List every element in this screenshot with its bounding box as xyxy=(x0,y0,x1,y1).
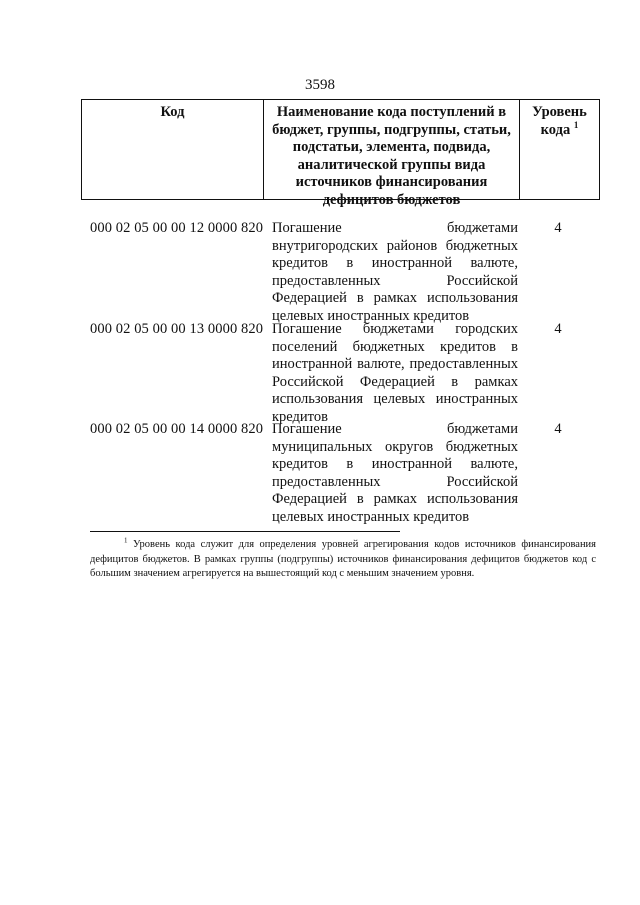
footnote-divider xyxy=(90,531,400,532)
page-number: 3598 xyxy=(305,77,335,93)
row-name: Погашение бюджетами городских поселений бюджетных кредитов в иностранной валюте, предоставленных Российской Федерацией в рамках использования целевых иностранных кредитов xyxy=(272,321,518,425)
row-level: 4 xyxy=(554,321,562,337)
row-code: 000 02 05 00 00 14 0000 820 xyxy=(90,421,264,437)
row-name: Погашение бюджетами муниципальных округов бюджетных кредитов в иностранной валюте, предоставленных Российской Федерацией в рамках использования целевых иностранных кредитов xyxy=(272,421,518,525)
footnote-text: Уровень кода служит для определения уровней агрегирования кодов источников финансирования дефицитов бюджетов. В рамках группы (подгруппы) источников финансирования дефицитов бюджетов код с большим значением агрегируется на вышестоящий код с меньшим значением уровня. xyxy=(90,539,597,579)
row-level: 4 xyxy=(554,220,562,236)
footnote-mark: 1 xyxy=(124,536,128,545)
footnote xyxy=(90,538,596,582)
header-level-label: Уровень кода xyxy=(532,104,587,138)
table-header xyxy=(81,99,600,208)
header-name: Наименование кода поступлений в бюджет, группы, подгруппы, статьи, подстатьи, элемента, подвида, аналитической группы вида источников финансирования дефицитов бюджетов xyxy=(264,100,520,199)
row-code: 000 02 05 00 00 12 0000 820 xyxy=(90,220,264,236)
header-level-footnote-mark: 1 xyxy=(573,119,579,130)
row-level: 4 xyxy=(554,421,562,437)
row-code: 000 02 05 00 00 13 0000 820 xyxy=(90,321,264,337)
header-code: Код xyxy=(82,100,264,199)
header-level xyxy=(520,100,599,199)
row-name: Погашение бюджетами внутригородских районов бюджетных кредитов в иностранной валюте, предоставленных Российской Федерацией в рамках использования целевых иностранных кредитов xyxy=(272,220,518,324)
